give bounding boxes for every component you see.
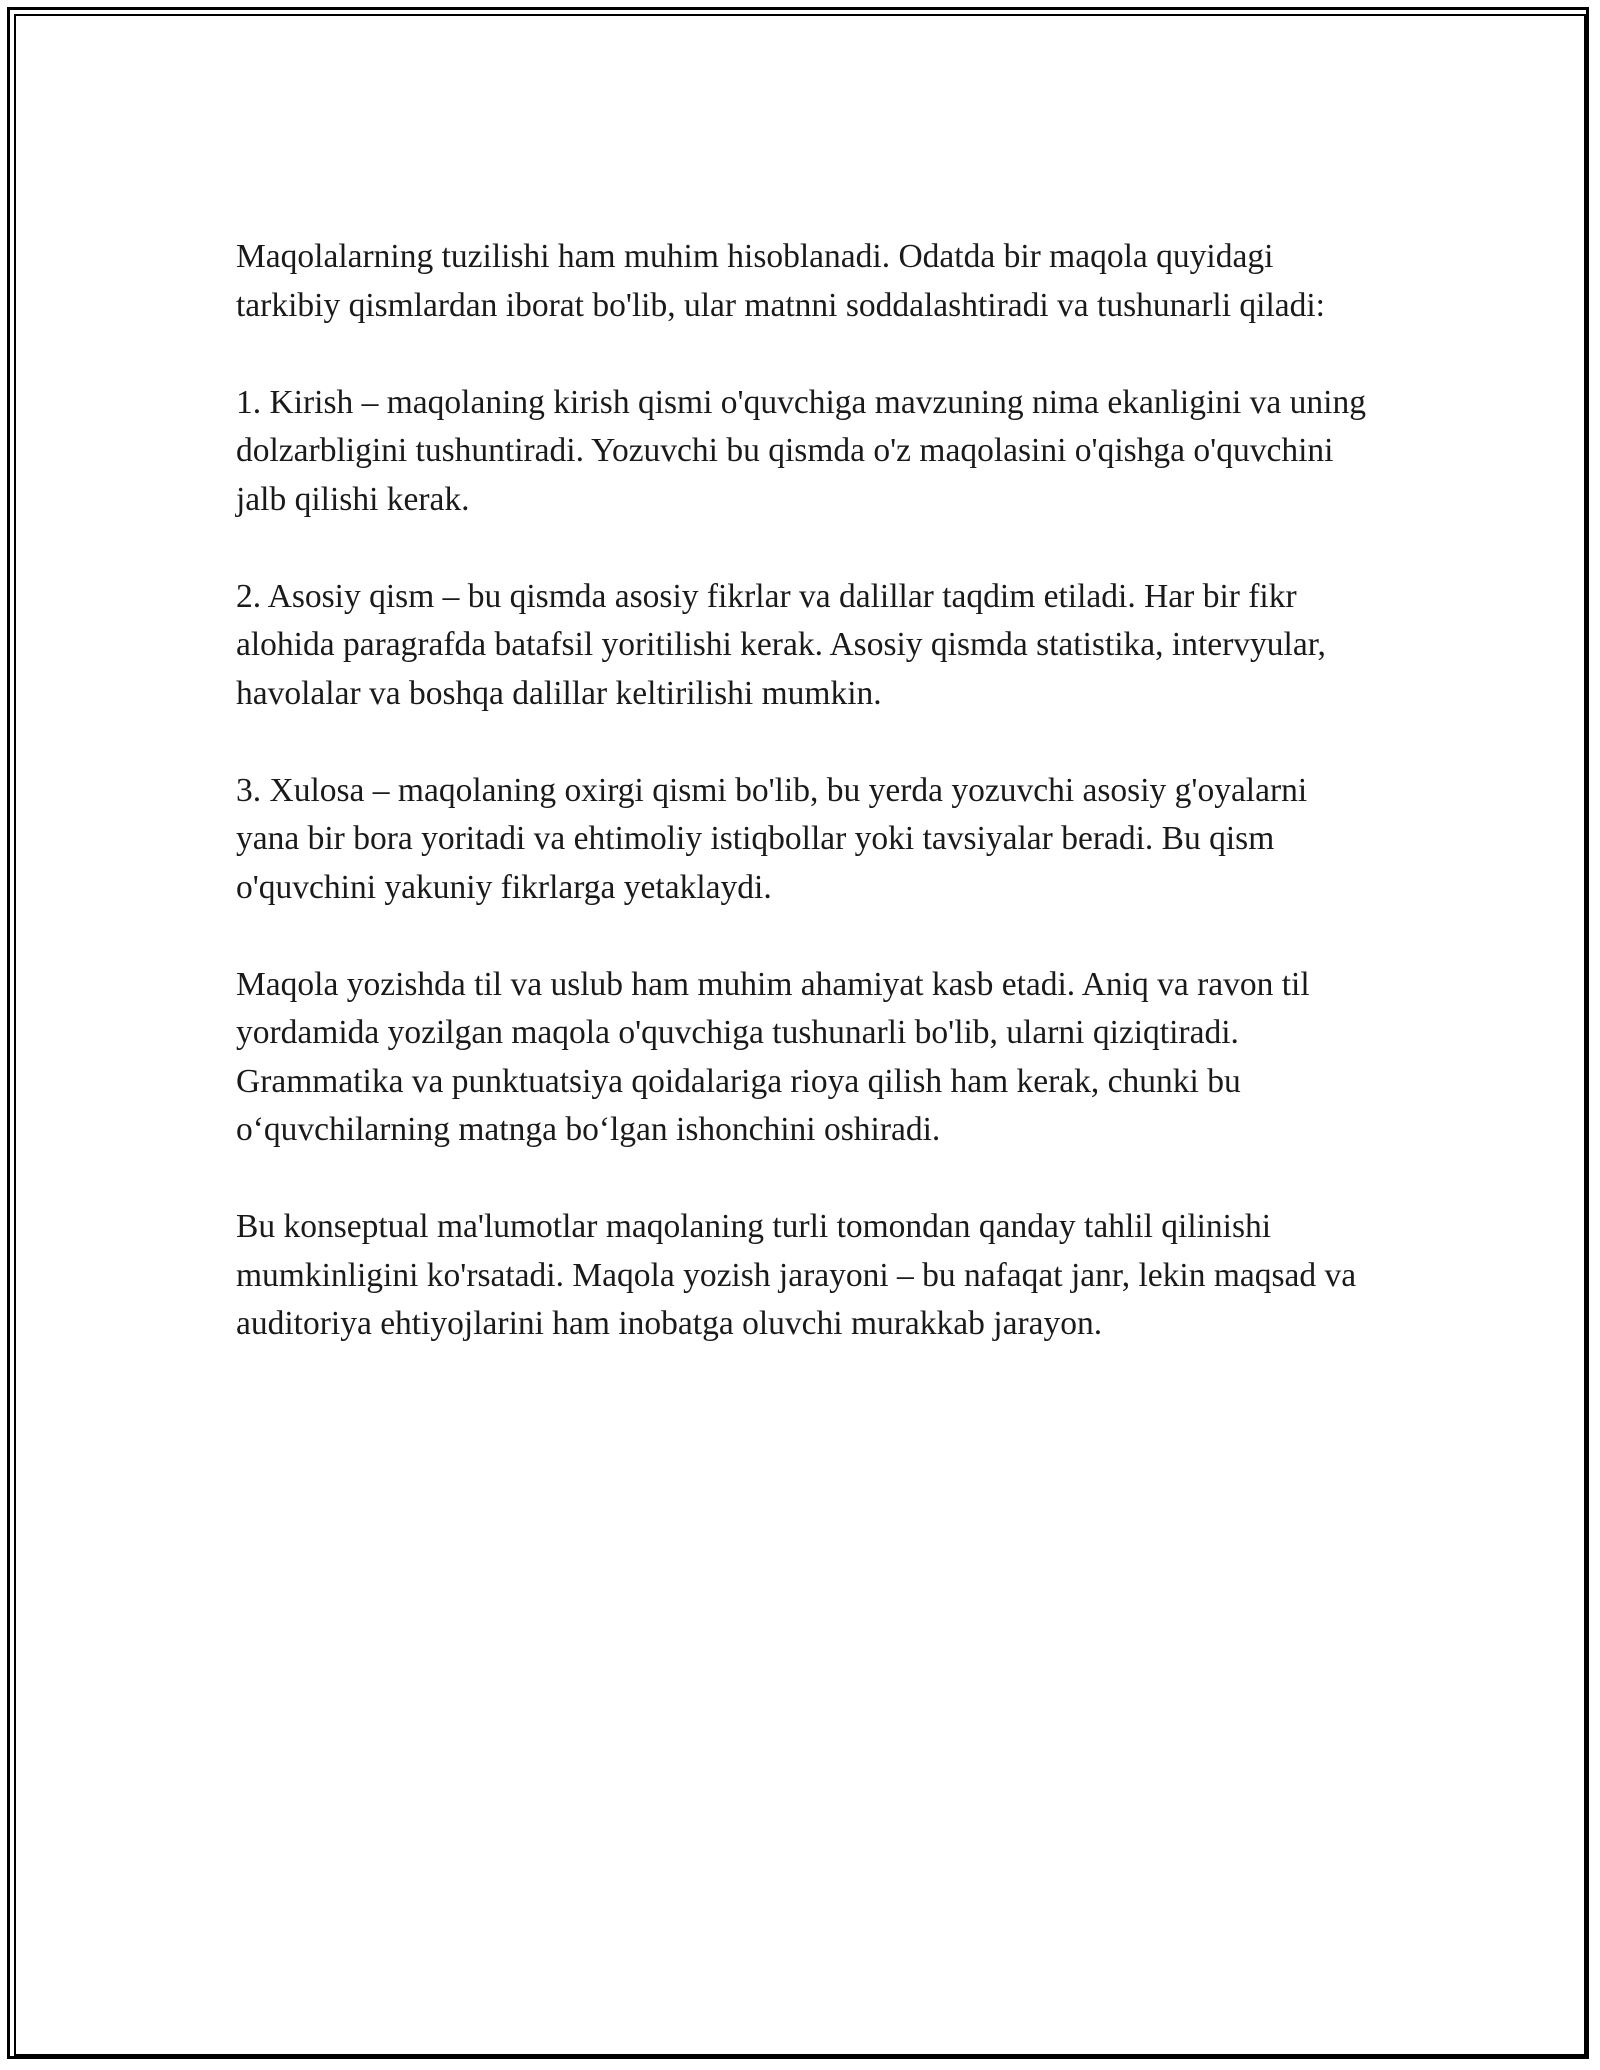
paragraph-conclusion: Bu konseptual ma'lumotlar maqolaning turli tomondan qanday tahlil qilinishi mumkinligini ko'rsatadi. Maqola yozish jarayoni – bu nafaqat janr, lekin maqsad va auditoriya ehtiyojlarini ham inobatga oluvchi murakkab jarayon. <box>236 1208 1357 1342</box>
paragraph-asosiy-qism: 2. Asosiy qism – bu qismda asosiy fikrlar va dalillar taqdim etiladi. Har bir fikr alohida paragrafda batafsil yoritilishi kerak. Asosiy qismda statistika, intervyular, havolalar va boshqa dalillar keltirilishi mumkin. <box>236 577 1326 712</box>
paragraph-xulosa: 3. Xulosa – maqolaning oxirgi qismi bo'lib, bu yerda yozuvchi asosiy g'oyalarni yana bir bora yoritadi va ehtimoliy istiqbollar yoki tavsiyalar beradi. Bu qism o'quvchini yakuniy fikrlarga yetaklaydi. <box>236 771 1308 906</box>
document-body <box>236 233 1366 1397</box>
paragraph-kirish: 1. Kirish – maqolaning kirish qismi o'quvchiga mavzuning nima ekanligini va uning dolzarbligini tushuntiradi. Yozuvchi bu qismda o'z maqolasini o'qishga o'quvchini jalb qilishi kerak. <box>236 383 1366 518</box>
paragraph-intro: Maqolalarning tuzilishi ham muhim hisoblanadi. Odatda bir maqola quyidagi tarkibiy qismlardan iborat bo'lib, ular matnni soddalashtiradi va tushunarli qiladi: <box>236 238 1325 324</box>
paragraph-til-va-uslub: Maqola yozishda til va uslub ham muhim ahamiyat kasb etadi. Aniq va ravon til yordamida yozilgan maqola o'quvchiga tushunarli bo'lib, ularni qiziqtiradi. Grammatika va punktuatsiya qoidalariga rioya qilish ham kerak, chunki bu o‘quvchilarning matnga bo‘lgan ishonchini oshiradi. <box>236 965 1310 1148</box>
